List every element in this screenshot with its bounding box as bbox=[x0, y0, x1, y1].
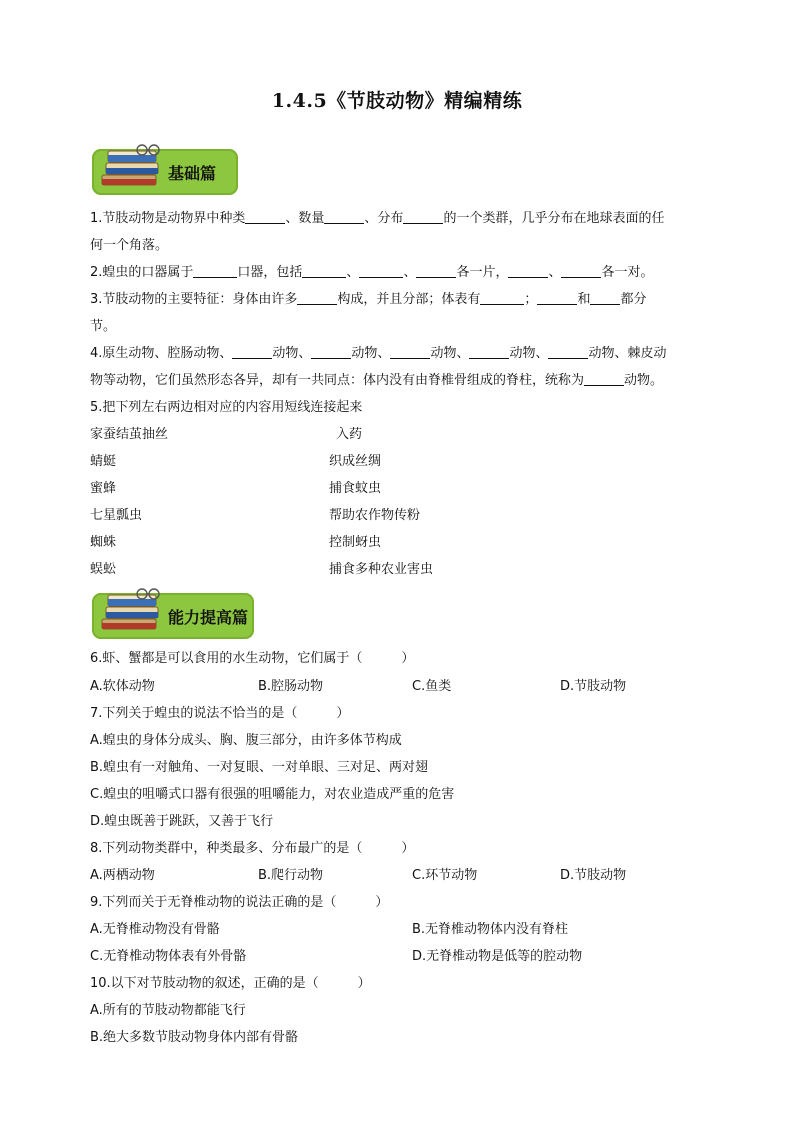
match-right-item[interactable]: 捕食蚊虫 bbox=[329, 481, 382, 496]
match-right-item[interactable]: 帮助农作物传粉 bbox=[329, 508, 421, 523]
answer-blank[interactable] bbox=[302, 263, 346, 278]
answer-blank[interactable] bbox=[469, 344, 509, 359]
match-left-item[interactable]: 家蚕结茧抽丝 bbox=[90, 427, 169, 442]
q4-text-b: 动物、 bbox=[272, 346, 312, 361]
q6-option-a[interactable]: A.软体动物 bbox=[90, 679, 155, 694]
question-8-stem: 8.下列动物类群中，种类最多、分布最广的是（ ） bbox=[90, 841, 415, 856]
question-1-line-2: 何一个角落。 bbox=[90, 238, 169, 253]
q1-text-c: 、分布 bbox=[364, 211, 404, 226]
answer-blank[interactable] bbox=[232, 344, 272, 359]
q4-text-d: 动物、 bbox=[430, 346, 470, 361]
q1-text-b: 、数量 bbox=[285, 211, 325, 226]
match-right-item[interactable]: 控制蚜虫 bbox=[329, 535, 382, 550]
question-10-stem: 10.以下对节肢动物的叙述，正确的是（ ） bbox=[90, 976, 371, 991]
q1-text-a: 1.节肢动物是动物界中种类 bbox=[90, 211, 246, 226]
q2-text-e: 各一片， bbox=[456, 265, 509, 280]
q6-option-d[interactable]: D.节肢动物 bbox=[560, 679, 627, 694]
q3-text-b: 构成，并且分部；体表有 bbox=[337, 292, 481, 307]
q8-option-c[interactable]: C.环节动物 bbox=[412, 868, 478, 883]
q8-option-d[interactable]: D.节肢动物 bbox=[560, 868, 627, 883]
answer-blank[interactable] bbox=[508, 263, 548, 278]
q10-option-b[interactable]: B.绝大多数节肢动物身体内部有骨骼 bbox=[90, 1030, 299, 1045]
answer-blank[interactable] bbox=[561, 263, 601, 278]
question-3-line-1 bbox=[90, 289, 646, 311]
q9-option-c[interactable]: C.无脊椎动物体表有外骨骼 bbox=[90, 949, 247, 964]
q1-text-d: 的一个类群，几乎分布在地球表面的任 bbox=[443, 211, 665, 226]
q4-text-c: 动物、 bbox=[351, 346, 391, 361]
q4-text-f: 动物、棘皮动 bbox=[588, 346, 667, 361]
question-2 bbox=[90, 262, 654, 284]
q2-text-a: 2.蝗虫的口器属于 bbox=[90, 265, 194, 280]
q10-option-a[interactable]: A.所有的节肢动物都能飞行 bbox=[90, 1003, 246, 1018]
answer-blank[interactable] bbox=[584, 371, 624, 386]
q9-option-d[interactable]: D.无脊椎动物是低等的腔动物 bbox=[412, 949, 583, 964]
answer-blank[interactable] bbox=[297, 290, 337, 305]
match-left-item[interactable]: 七星瓢虫 bbox=[90, 508, 143, 523]
match-right-item[interactable]: 捕食多种农业害虫 bbox=[329, 562, 434, 577]
answer-blank[interactable] bbox=[480, 290, 524, 305]
q2-text-c: 、 bbox=[346, 265, 360, 280]
q8-option-a[interactable]: A.两栖动物 bbox=[90, 868, 155, 883]
answer-blank[interactable] bbox=[548, 344, 588, 359]
answer-blank[interactable] bbox=[311, 344, 351, 359]
q7-option-b[interactable]: B.蝗虫有一对触角、一对复眼、一对单眼、三对足、两对翅 bbox=[90, 760, 429, 775]
q4-text-line2-b: 动物。 bbox=[624, 373, 664, 388]
q7-option-d[interactable]: D.蝗虫既善于跳跃，又善于飞行 bbox=[90, 814, 274, 829]
q3-text-a: 3.节肢动物的主要特征：身体由许多 bbox=[90, 292, 298, 307]
answer-blank[interactable] bbox=[245, 209, 285, 224]
q2-text-g: 各一对。 bbox=[601, 265, 654, 280]
question-3-line-2: 节。 bbox=[90, 319, 117, 334]
q9-option-b[interactable]: B.无脊椎动物体内没有脊柱 bbox=[412, 922, 569, 937]
question-7-stem: 7.下列关于蝗虫的说法不恰当的是（ ） bbox=[90, 706, 350, 721]
q4-text-line2-a: 物等动物，它们虽然形态各异，却有一共同点：体内没有由脊椎骨组成的脊柱，统称为 bbox=[90, 373, 585, 388]
section-label-basic: 基础篇 bbox=[168, 164, 217, 183]
q3-text-d: 和 bbox=[577, 292, 591, 307]
answer-blank[interactable] bbox=[403, 209, 443, 224]
books-icon bbox=[98, 143, 164, 193]
q2-text-b: 口器，包括 bbox=[237, 265, 303, 280]
match-left-item[interactable]: 蜻蜓 bbox=[90, 454, 117, 469]
match-left-item[interactable]: 蜈蚣 bbox=[90, 562, 117, 577]
match-right-item[interactable]: 织成丝绸 bbox=[329, 454, 382, 469]
q8-option-b[interactable]: B.爬行动物 bbox=[258, 868, 324, 883]
q9-option-a[interactable]: A.无脊椎动物没有骨骼 bbox=[90, 922, 220, 937]
answer-blank[interactable] bbox=[590, 290, 620, 305]
q6-option-b[interactable]: B.腔肠动物 bbox=[258, 679, 324, 694]
match-left-item[interactable]: 蜘蛛 bbox=[90, 535, 117, 550]
question-4-line-1 bbox=[90, 343, 666, 365]
q3-text-c: ； bbox=[524, 292, 538, 307]
books-icon bbox=[98, 587, 164, 637]
answer-blank[interactable] bbox=[324, 209, 364, 224]
answer-blank[interactable] bbox=[537, 290, 577, 305]
q7-option-c[interactable]: C.蝗虫的咀嚼式口器有很强的咀嚼能力，对农业造成严重的危害 bbox=[90, 787, 455, 802]
section-banner-basic bbox=[92, 149, 238, 195]
answer-blank[interactable] bbox=[359, 263, 403, 278]
question-4-line-2 bbox=[90, 370, 663, 392]
q2-text-d: 、 bbox=[403, 265, 417, 280]
answer-blank[interactable] bbox=[416, 263, 456, 278]
page-title: 1.4.5《节肢动物》精编精练 bbox=[271, 90, 523, 112]
match-right-item[interactable]: 入药 bbox=[336, 427, 363, 442]
match-left-item[interactable]: 蜜蜂 bbox=[90, 481, 117, 496]
question-9-stem: 9.下列而关于无脊椎动物的说法正确的是（ ） bbox=[90, 895, 389, 910]
question-5-prompt: 5.把下列左右两边相对应的内容用短线连接起来 bbox=[90, 400, 363, 415]
answer-blank[interactable] bbox=[390, 344, 430, 359]
q3-text-e: 都分 bbox=[620, 292, 647, 307]
q2-text-f: 、 bbox=[548, 265, 562, 280]
answer-blank[interactable] bbox=[193, 263, 237, 278]
q4-text-a: 4.原生动物、腔肠动物、 bbox=[90, 346, 233, 361]
q6-option-c[interactable]: C.鱼类 bbox=[412, 679, 452, 694]
q7-option-a[interactable]: A.蝗虫的身体分成头、胸、腹三部分，由许多体节构成 bbox=[90, 733, 402, 748]
q4-text-e: 动物、 bbox=[509, 346, 549, 361]
section-banner-advanced bbox=[92, 593, 254, 639]
question-1-line-1 bbox=[90, 208, 664, 230]
section-label-advanced: 能力提高篇 bbox=[168, 608, 249, 627]
question-6-stem: 6.虾、蟹都是可以食用的水生动物，它们属于（ ） bbox=[90, 651, 415, 666]
